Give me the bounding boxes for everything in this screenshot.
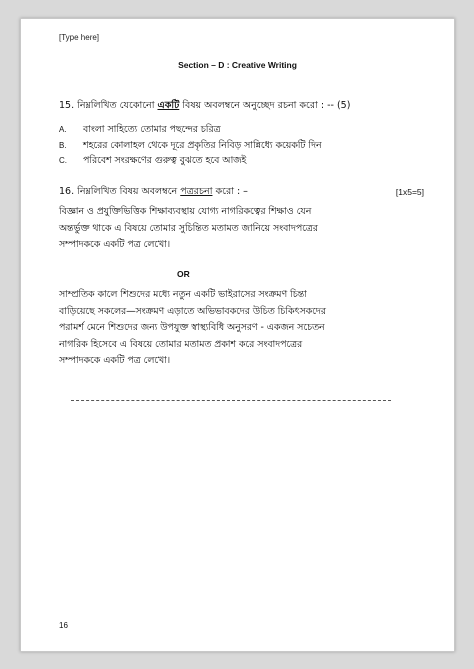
question-16-number: 16. [59,186,75,197]
paragraph-line: সম্পাদককে একটি পত্র লেখো। [59,239,171,250]
option-letter: B. [59,140,67,150]
option-text: বাংলা সাহিত্যে তোমার পছন্দের চরিত্র [83,124,221,135]
page-number: 16 [59,621,68,630]
question-15-text-before: নিম্নলিখিত যেকোনো [77,100,155,111]
header-placeholder: [Type here] [59,33,100,42]
question-16-paragraph-1 [59,204,424,254]
option-letter: C. [59,156,67,165]
question-16-emphasis: পত্ররচনা [180,186,213,197]
question-15-options [59,122,424,169]
paragraph-line: অন্তর্ভুক্ত থাকে এ বিষয়ে তোমার সুচিন্তিত মতামত জানিয়ে সংবাদপত্রের [59,222,318,234]
question-15-number: 15. [59,100,75,111]
question-16-marks: [1x5=5] [395,187,424,197]
question-16-prompt [59,185,424,199]
dashed-divider [71,400,391,401]
option-text: পরিবেশ সংরক্ষণের গুরুত্ব বুঝতে হবে আজই [83,155,247,166]
section-title: Section – D : Creative Writing [178,60,297,70]
paragraph-line: সম্পাদককে একটি পত্র লেখো। [59,355,171,366]
question-15-text-after: বিষয় অবলম্বনে অনুচ্ছেদ রচনা করো : -- (5) [182,100,351,111]
or-separator: OR [177,269,190,279]
paragraph-line: সাম্প্রতিক কালে শিশুদের মধ্যে নতুন একটি ভাইরাসের সংক্রমণ চিন্তা [59,289,307,300]
document-page [20,18,455,652]
question-15-prompt [59,99,424,113]
option-text: শহরের কোলাহল থেকে দূরে প্রকৃতির নিবিড় সান্নিধ্যে কয়েকটি দিন [83,139,322,151]
paragraph-line: নাগরিক হিসেবে এ বিষয়ে তোমার মতামত প্রকাশ করে সংবাদপত্রের [59,338,303,350]
question-16-paragraph-2 [59,287,424,370]
paragraph-line: পরামর্শ মেনে শিশুদের জন্য উপযুক্ত স্বাস্থ্যবিধি অনুসরণ - একজন সচেতন [59,322,325,333]
option-b [59,138,424,154]
option-a [59,122,424,138]
paragraph-line: বিজ্ঞান ও প্রযুক্তিভিত্তিক শিক্ষাব্যবস্থায় যোগ্য নাগরিকত্বের শিক্ষাও যেন [59,206,312,217]
option-letter: A. [59,125,67,134]
question-16-text-after: করো : – [215,186,248,197]
option-c [59,153,424,169]
paragraph-line: বাড়িয়েছে সকলের—সংক্রমণ এড়াতে অভিভাবকদের উচিত চিকিৎসকদের [59,305,326,317]
question-16-text-before: নিম্নলিখিত বিষয় অবলম্বনে [77,186,178,197]
question-15-emphasis: একটি [157,100,180,111]
